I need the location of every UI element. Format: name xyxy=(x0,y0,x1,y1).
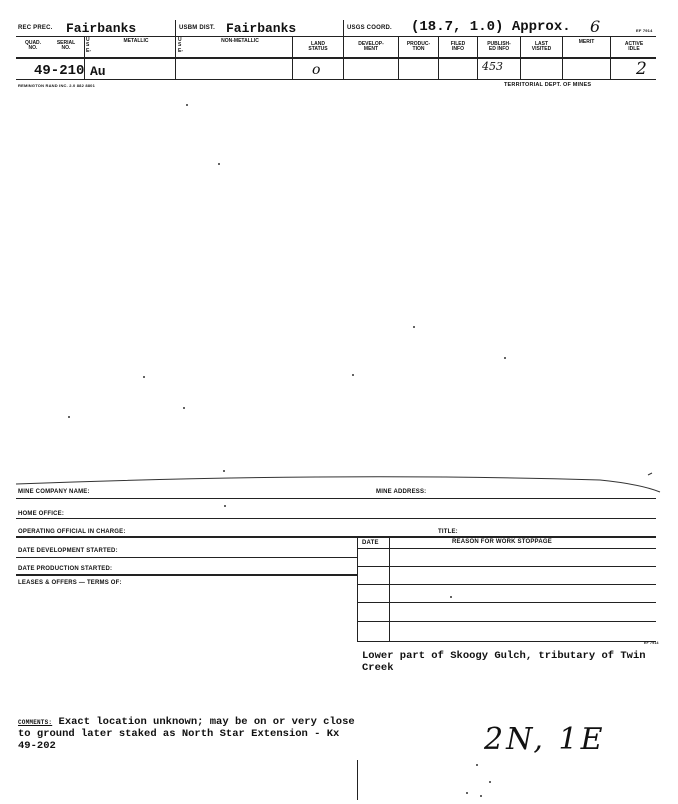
comments-block xyxy=(18,716,358,752)
table-row-line xyxy=(357,602,656,603)
title-label: TITLE: xyxy=(438,529,458,535)
speck xyxy=(183,407,185,409)
production-header: PRODUC- TION xyxy=(406,41,431,53)
metallic-use-letters: U S E- xyxy=(86,37,91,54)
reason-column-header: REASON FOR WORK STOPPAGE xyxy=(452,539,552,545)
rec-prec-label: REC PREC. xyxy=(18,25,53,31)
metallic-header: METALLIC xyxy=(123,38,149,44)
form-line xyxy=(16,518,656,519)
published-info-header: PUBLISH- ED INFO xyxy=(487,41,511,53)
date-column-header: DATE xyxy=(362,540,379,546)
col-divider xyxy=(477,37,478,80)
stoppage-table-divider xyxy=(389,536,390,642)
land-status-value: o xyxy=(312,62,321,78)
data-row-bottom xyxy=(16,79,656,80)
speck xyxy=(186,104,188,106)
header-row-divider xyxy=(16,57,656,59)
col-divider xyxy=(343,20,344,80)
speck xyxy=(450,596,452,598)
speck xyxy=(504,357,506,359)
operating-official-label: OPERATING OFFICIAL IN CHARGE: xyxy=(18,529,126,535)
quad-serial-value: 49-210 xyxy=(34,63,85,79)
comments-label: COMMENTS: xyxy=(18,719,53,726)
table-row-line xyxy=(357,641,656,642)
published-info-value: 453 xyxy=(482,60,503,73)
table-row-line xyxy=(357,548,656,549)
serial-no-header: SERIAL NO. xyxy=(56,40,76,52)
development-header: DEVELOP- MENT xyxy=(358,41,384,53)
card-footer-left: REMINGTON RAND INC. 2.0 882 8801 xyxy=(18,83,96,88)
col-divider xyxy=(610,37,611,80)
usgs-coord-label: USGS COORD. xyxy=(347,25,392,31)
form-line xyxy=(16,536,656,538)
form-top-curve xyxy=(0,470,678,500)
form-line xyxy=(16,498,656,499)
home-office-label: HOME OFFICE: xyxy=(18,511,65,517)
top-row-divider xyxy=(16,36,656,37)
non-metallic-use-letters: U S E- xyxy=(178,37,183,54)
bottom-divider xyxy=(357,760,358,800)
usbm-dist-label: USBM DIST. xyxy=(179,25,216,31)
handwritten-township: 2N, 1E xyxy=(484,722,606,757)
location-description: Lower part of Skoogy Gulch, tributary of Twin Creek xyxy=(362,650,646,674)
metallic-value: Au xyxy=(90,64,106,79)
speck xyxy=(413,326,415,328)
last-visited-header: LAST VISITED xyxy=(531,41,552,53)
small-form-number: EF 7914 xyxy=(644,641,659,645)
usgs-coord-value: (18.7, 1.0) Approx. xyxy=(411,19,571,35)
usbm-dist-value: Fairbanks xyxy=(226,21,297,36)
quad-no-header: QUAD. NO. xyxy=(24,40,42,52)
col-divider xyxy=(292,37,293,80)
date-production-started-label: DATE PRODUCTION STARTED: xyxy=(18,566,113,572)
rec-prec-value: Fairbanks xyxy=(66,21,137,36)
filed-info-header: FILED INFO xyxy=(450,41,466,53)
speck xyxy=(143,376,145,378)
date-development-started-label: DATE DEVELOPMENT STARTED: xyxy=(18,548,118,554)
form-line xyxy=(16,574,357,576)
speck xyxy=(68,416,70,418)
mine-address-label: MINE ADDRESS: xyxy=(376,489,427,495)
table-row-line xyxy=(357,566,656,567)
col-divider xyxy=(175,20,176,80)
col-divider xyxy=(562,37,563,80)
speck xyxy=(352,374,354,376)
col-divider xyxy=(398,37,399,80)
card-footer-right: TERRITORIAL DEPT. OF MINES xyxy=(504,82,592,88)
table-row-line xyxy=(357,621,656,622)
form-line xyxy=(16,557,357,558)
stoppage-table-left xyxy=(357,536,358,642)
active-idle-header: ACTIVE IDLE xyxy=(624,41,644,53)
comments-text: Exact location unknown; may be on or very close to ground later staked as North Star Extension - Kx 49-202 xyxy=(18,716,355,752)
speck xyxy=(218,163,220,165)
col-divider xyxy=(438,37,439,80)
speck xyxy=(489,781,491,783)
merit-header: MERIT xyxy=(578,39,595,45)
speck xyxy=(224,505,226,507)
active-idle-value: 2 xyxy=(636,59,647,79)
speck xyxy=(476,764,478,766)
non-metallic-header: NON-METALLIC xyxy=(221,38,259,44)
table-row-line xyxy=(357,584,656,585)
mine-company-name-label: MINE COMPANY NAME: xyxy=(18,489,90,495)
handwritten-mark: 6 xyxy=(590,17,601,36)
col-divider xyxy=(520,37,521,80)
speck xyxy=(466,792,468,794)
speck xyxy=(480,795,482,797)
form-number: EF 7914 xyxy=(636,28,653,33)
leases-offers-label: LEASES & OFFERS — TERMS OF: xyxy=(18,580,122,586)
land-status-header: LAND STATUS xyxy=(308,41,328,53)
